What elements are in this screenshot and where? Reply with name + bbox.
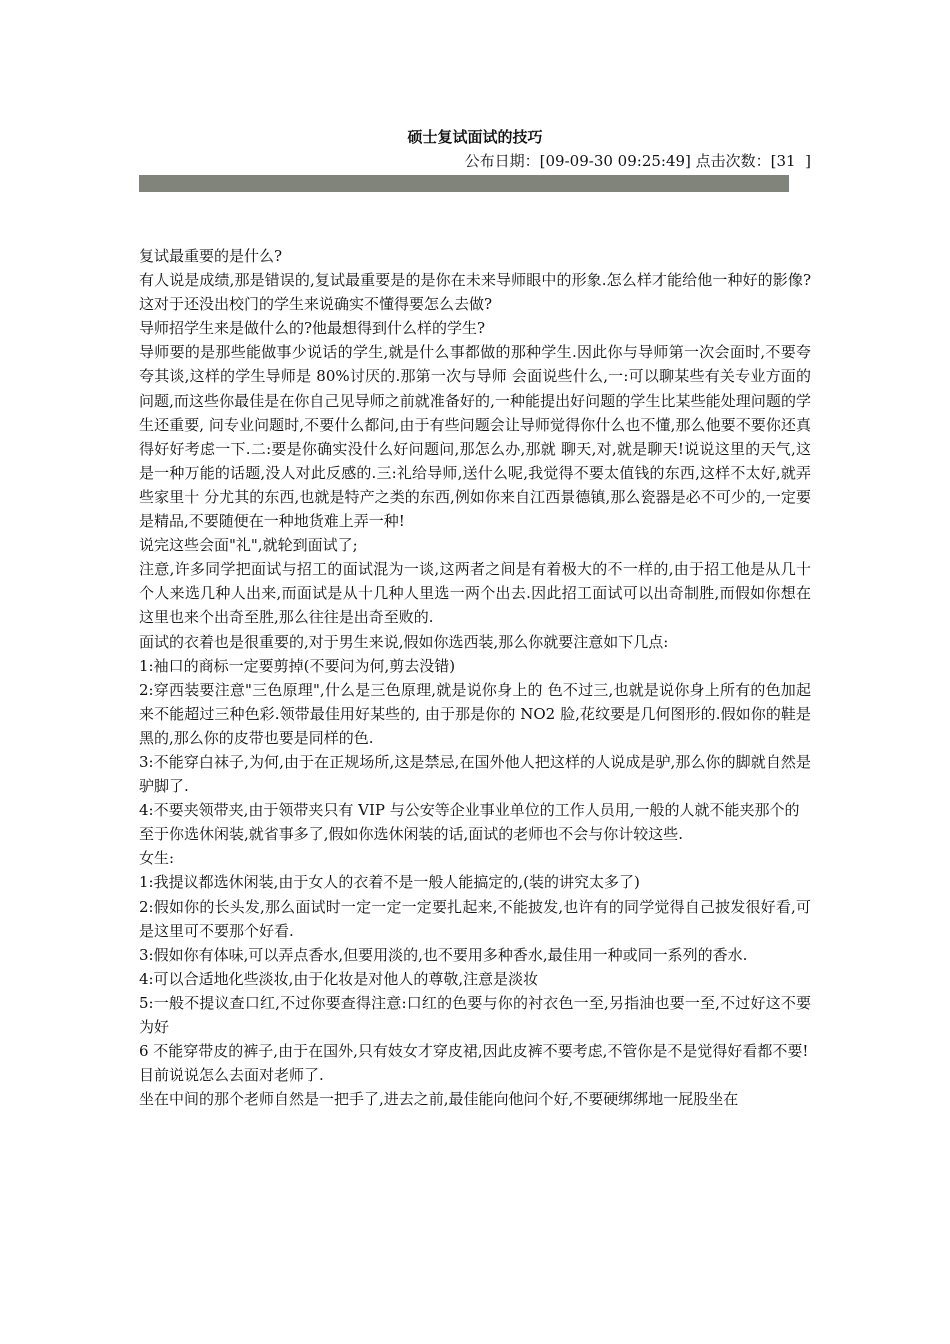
- article-body: [139, 244, 811, 1111]
- paragraph: 3:假如你有体味,可以弄点香水,但要用淡的,也不要用多种香水,最佳用一种或同一系列的香水.: [139, 945, 748, 964]
- paragraph: 有人说是成绩,那是错误的,复试最重要是的是你在未来导师眼中的形象.怎么样才能给他一种好的影像?这对于还没出校门的学生来说确实不懂得要怎么去做?: [139, 271, 811, 314]
- paragraph: 导师招学生来是做什么的?他最想得到什么样的学生?: [139, 319, 486, 338]
- paragraph: 目前说说怎么去面对老师了.: [139, 1066, 324, 1085]
- paragraph: 2:穿西装要注意"三色原理",什么是三色原理,就是说你身上的 色不过三,也就是说你身上所有的色加起来不能超过三种色彩.领带最佳用好某些的, 由于那是你的 NO2 脸,花纹要是几何图形的.假如你的鞋是黑的,那么你的皮带也要是同样的色.: [139, 680, 811, 747]
- paragraph: 坐在中间的那个老师自然是一把手了,进去之前,最佳能向他问个好,不要硬绑绑地一屁股坐在: [139, 1090, 739, 1109]
- paragraph: 1:我提议都选休闲装,由于女人的衣着不是一般人能搞定的,(装的讲究太多了): [139, 873, 640, 892]
- document-title: 硕士复试面试的技巧: [407, 128, 543, 146]
- paragraph: 说完这些会面"礼",就轮到面试了;: [139, 536, 358, 555]
- paragraph: 4:不要夹领带夹,由于领带夹只有 VIP 与公安等企业事业单位的工作人员用,一般的人就不能夹那个的: [139, 801, 800, 820]
- paragraph: 导师要的是那些能做事少说话的学生,就是什么事都做的那种学生.因此你与导师第一次会面时,不要夸夸其谈,这样的学生导师是 80%讨厌的.那第一次与导师 会面说些什么,一:可以聊某些有关专业方面的问题,而这些你最佳是在你自己见导师之前就准备好的,一种能提出好问题的学生比某些能处理问题的学生还重要, 问专业问题时,不要什么都问,由于有些问题会让导师觉得你什么也不懂,那么他要不要你还真得好好考虑一下.二:要是你确实没什么好问题问,那怎么办,那就 聊天,对,就是聊天!说说这里的天气,这是一种万能的话题,没人对此反感的.三:礼给导师,送什么呢,我觉得不要太值钱的东西,这样不太好,就弄些家里十 分尤其的东西,也就是特产之类的东西,例如你来自江西景德镇,那么瓷器是必不可少的,一定要是精品,不要随便在一种地货难上弄一种!: [139, 343, 811, 531]
- paragraph: 复试最重要的是什么?: [139, 247, 283, 265]
- paragraph: 1:袖口的商标一定要剪掉(不要问为何,剪去没错): [139, 656, 456, 675]
- title-divider-bar: [139, 175, 789, 192]
- paragraph: 女生:: [139, 849, 175, 868]
- paragraph: 3:不能穿白袜子,为何,由于在正规场所,这是禁忌,在国外他人把这样的人说成是驴,那么你的脚就自然是驴脚了.: [139, 752, 811, 796]
- publish-meta: 公布日期：[09-09-30 09:25:49] 点击次数：[31 ]: [464, 152, 811, 170]
- paragraph: 2:假如你的长头发,那么面试时一定一定一定要扎起来,不能披发,也许有的同学觉得自己披发很好看,可是这里可不要那个好看.: [139, 897, 811, 940]
- paragraph: 5:一般不提议查口红,不过你要查得注意:口红的色要与你的衬衣色一至,另指油也要一至,不过好这不要为好: [139, 993, 811, 1036]
- paragraph: 4:可以合适地化些淡妆,由于化妆是对他人的尊敬,注意是淡妆: [139, 969, 539, 988]
- paragraph: 面试的衣着也是很重要的,对于男生来说,假如你选西装,那么你就要注意如下几点:: [139, 632, 669, 651]
- paragraph: 至于你选休闲装,就省事多了,假如你选休闲装的话,面试的老师也不会与你计较这些.: [139, 825, 684, 844]
- paragraph: 注意,许多同学把面试与招工的面试混为一谈,这两者之间是有着极大的不一样的,由于招工他是从几十个人来选几种人出来,而面试是从十几种人里选一两个出去.因此招工面试可以出奇制胜,而假如你想在这里也来个出奇至胜,那么往往是出奇至败的.: [139, 560, 811, 627]
- paragraph: 6 不能穿带皮的裤子,由于在国外,只有妓女才穿皮裙,因此皮裤不要考虑,不管你是不是觉得好看都不要!: [139, 1042, 809, 1061]
